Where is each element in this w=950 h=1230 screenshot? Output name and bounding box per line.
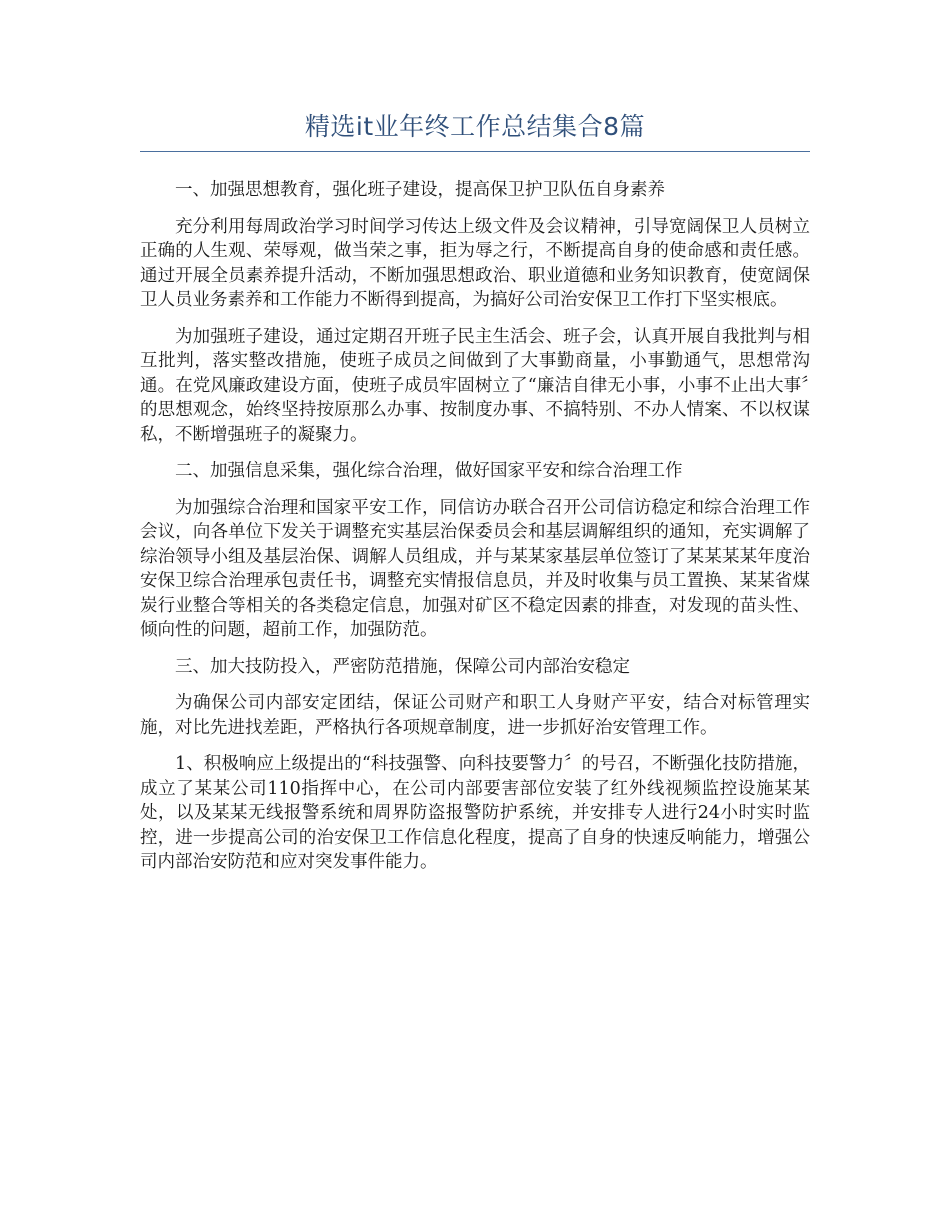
section-heading-1: 一、加强思想教育，强化班子建设，提高保卫护卫队伍自身素养 (175, 180, 665, 200)
document-title: 精选it业年终工作总结集合8篇 (304, 112, 646, 141)
paragraph: 充分利用每周政治学习时间学习传达上级文件及会议精神，引导宽阔保卫人员树立正确的人生观、荣辱观，做当荣之事，拒为辱之行，不断提高自身的使命感和责任感。通过开展全员素养提升活动，不断加强思想政治、职业道德和业务知识教育，使宽阔保卫人员业务素养和工作能力不断得到提高，为搞好公司治安保卫工作打下坚实根底。 (140, 216, 810, 310)
section-heading-3: 三、加大技防投入，严密防范措施，保障公司内部治安稳定 (175, 656, 630, 677)
paragraph: 为加强综合治理和国家平安工作，同信访办联合召开公司信访稳定和综合治理工作会议，向各单位下发关于调整充实基层治保委员会和基层调解组织的通知，充实调解了综治领导小组及基层治保、调解人员组成，并与某某家基层单位签订了某某某某年度治安保卫综合治理承包责任书，调整充实情报信息员，并及时收集与员工置换、某某省煤炭行业整合等相关的各类稳定信息，加强对矿区不稳定因素的排查，对发现的苗头性、倾向性的问题，超前工作，加强防范。 (140, 497, 810, 640)
document-body (140, 178, 810, 887)
paragraph: 为确保公司内部安定团结，保证公司财产和职工人身财产平安，结合对标管理实施，对比先进找差距，严格执行各项规章制度，进一步抓好治安管理工作。 (140, 693, 810, 738)
title-underline (140, 151, 810, 152)
section-heading-2: 二、加强信息采集，强化综合治理，做好国家平安和综合治理工作 (175, 461, 683, 481)
paragraph: 1、积极响应上级提出的“科技强警、向科技要警力〞的号召，不断强化技防措施，成立了某某公司110指挥中心，在公司内部要害部位安装了红外线视频监控设施某某处，以及某某无线报警系统和周界防盗报警防护系统，并安排专人进行24小时实时监控，进一步提高公司的治安保卫工作信息化程度，提高了自身的快速反响能力，增强公司内部治安防范和应对突发事件能力。 (140, 754, 810, 872)
paragraph: 为加强班子建设，通过定期召开班子民主生活会、班子会，认真开展自我批判与相互批判，落实整改措施，使班子成员之间做到了大事勤商量，小事勤通气，思想常沟通。在党风廉政建设方面，使班子成员牢固树立了“廉洁自律无小事，小事不止出大事〞的思想观念，始终坚持按原那么办事、按制度办事、不搞特别、不办人情案、不以权谋私，不断增强班子的凝聚力。 (140, 326, 810, 445)
